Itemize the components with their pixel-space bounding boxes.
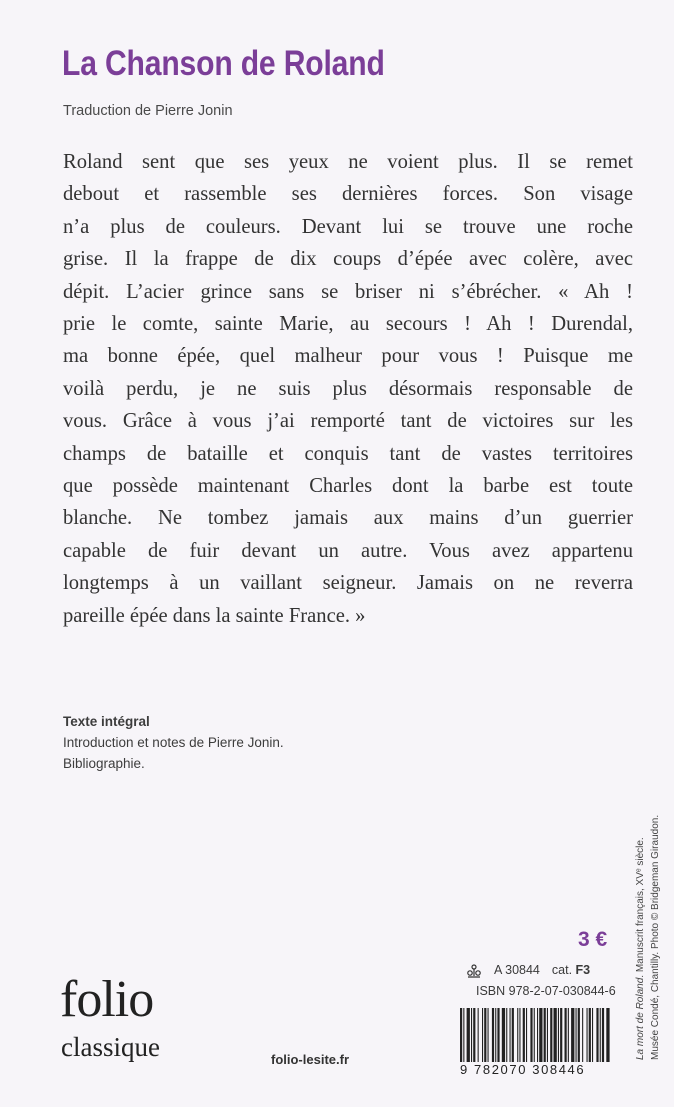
- barcode-bar: [587, 1008, 588, 1062]
- barcode-bar: [473, 1008, 475, 1062]
- barcode-bar: [467, 1008, 470, 1062]
- barcode-digits: 9 782070 308446: [460, 1062, 586, 1077]
- barcode-bar: [602, 1008, 604, 1062]
- barcode-bar: [571, 1008, 574, 1062]
- translator-credit: Traduction de Pierre Jonin: [63, 103, 233, 119]
- blurb-line: que possède maintenant Charles dont la barbe est toute: [63, 475, 633, 498]
- edition-notes: [63, 711, 284, 774]
- barcode-bar: [463, 1008, 464, 1062]
- barcode-bar: [506, 1008, 507, 1062]
- barcode-bar: [460, 1008, 462, 1062]
- blurb-line: voilà perdu, je ne suis plus désormais responsable de: [63, 377, 633, 400]
- notes-line: Bibliographie.: [63, 756, 145, 771]
- blurb-line: grise. Il la frappe de dix coups d’épée avec colère, avec: [63, 248, 633, 271]
- blurb-line: vous. Grâce à vous j’ai remporté tant de victoires sur les: [63, 410, 633, 433]
- barcode-bar: [492, 1008, 494, 1062]
- folio-logo-subtitle: classique: [61, 1032, 160, 1062]
- barcode-bar: [484, 1008, 486, 1062]
- barcode-bar: [537, 1008, 538, 1062]
- blurb-line: debout et rassemble ses dernières forces. Son visage: [63, 183, 633, 206]
- barcode-bar: [589, 1008, 591, 1062]
- barcode-bar: [530, 1008, 532, 1062]
- barcode-bar: [488, 1008, 489, 1062]
- blurb-line: n’a plus de couleurs. Devant lui se trouve une roche: [63, 215, 633, 238]
- barcode-bar: [478, 1008, 479, 1062]
- cover-image-credit: [633, 760, 663, 1060]
- barcode-bar: [554, 1008, 557, 1062]
- barcode-bar: [519, 1008, 520, 1062]
- barcode-bar: [497, 1008, 499, 1062]
- barcode-bar: [565, 1008, 567, 1062]
- barcode-bar: [510, 1008, 511, 1062]
- barcode-bar: [558, 1008, 559, 1062]
- catalog-codes: [466, 960, 616, 1002]
- catalog-ref: A 30844: [494, 963, 540, 977]
- barcode-bar: [550, 1008, 552, 1062]
- barcode-bar: [544, 1008, 546, 1062]
- barcode-bar: [592, 1008, 593, 1062]
- notes-line: Introduction et notes de Pierre Jonin.: [63, 735, 284, 750]
- barcode-bar: [482, 1008, 483, 1062]
- barcode: [460, 1008, 610, 1062]
- blurb-line: champs de bataille et conquis tant de vastes territoires: [63, 442, 633, 465]
- blurb-line: blanche. Ne tombez jamais aux mains d’un guerrier: [63, 507, 633, 530]
- barcode-bar: [600, 1008, 601, 1062]
- barcode-bar: [539, 1008, 542, 1062]
- blurb-line: ma bonne épée, quel malheur pour vous ! Puisque me: [63, 345, 633, 368]
- isbn: ISBN 978-2-07-030844-6: [476, 984, 616, 998]
- price: 3 €: [578, 928, 608, 951]
- barcode-bar: [578, 1008, 580, 1062]
- barcode-bar: [560, 1008, 562, 1062]
- blurb-line: capable de fuir devant un autre. Vous avez appartenu: [63, 539, 633, 562]
- barcode-bar: [471, 1008, 472, 1062]
- credit-work-title: La mort de Roland: [635, 977, 646, 1060]
- cat-value: F3: [575, 963, 591, 977]
- credit-line: Musée Condé, Chantilly. Photo © Bridgeman Giraudon.: [650, 814, 661, 1060]
- blurb-line: prie le comte, sainte Marie, au secours ! Ah ! Durendal,: [63, 313, 633, 336]
- barcode-bar: [517, 1008, 518, 1062]
- barcode-bar: [582, 1008, 583, 1062]
- barcode-bar: [495, 1008, 496, 1062]
- gallimard-logo-icon: [466, 964, 482, 978]
- barcode-bar: [568, 1008, 569, 1062]
- barcode-bar: [526, 1008, 527, 1062]
- back-cover-blurb: [63, 146, 633, 632]
- barcode-bar: [512, 1008, 514, 1062]
- barcode-bar: [596, 1008, 598, 1062]
- website-url: folio-lesite.fr: [271, 1052, 350, 1067]
- blurb-line: dépit. L’acier grince sans se briser ni s’ébrécher. « Ah !: [63, 280, 633, 303]
- barcode-bar: [576, 1008, 577, 1062]
- blurb-line: pareille épée dans la sainte France. »: [63, 604, 366, 627]
- barcode-bar: [523, 1008, 525, 1062]
- notes-heading: Texte intégral: [63, 714, 150, 729]
- barcode-bar: [547, 1008, 548, 1062]
- book-title: La Chanson de Roland: [62, 44, 385, 83]
- cat-label: cat.: [551, 963, 573, 977]
- barcode-bar: [502, 1008, 505, 1062]
- blurb-line: Roland sent que ses yeux ne voient plus. Il se remet: [63, 151, 633, 173]
- folio-logo: folio: [60, 971, 154, 1028]
- blurb-line: longtemps à un vaillant seigneur. Jamais on ne reverra: [63, 572, 633, 595]
- barcode-bar: [534, 1008, 535, 1062]
- credit-line: . Manuscrit français, XVᵉ siècle.: [635, 837, 646, 978]
- barcode-bar: [606, 1008, 609, 1062]
